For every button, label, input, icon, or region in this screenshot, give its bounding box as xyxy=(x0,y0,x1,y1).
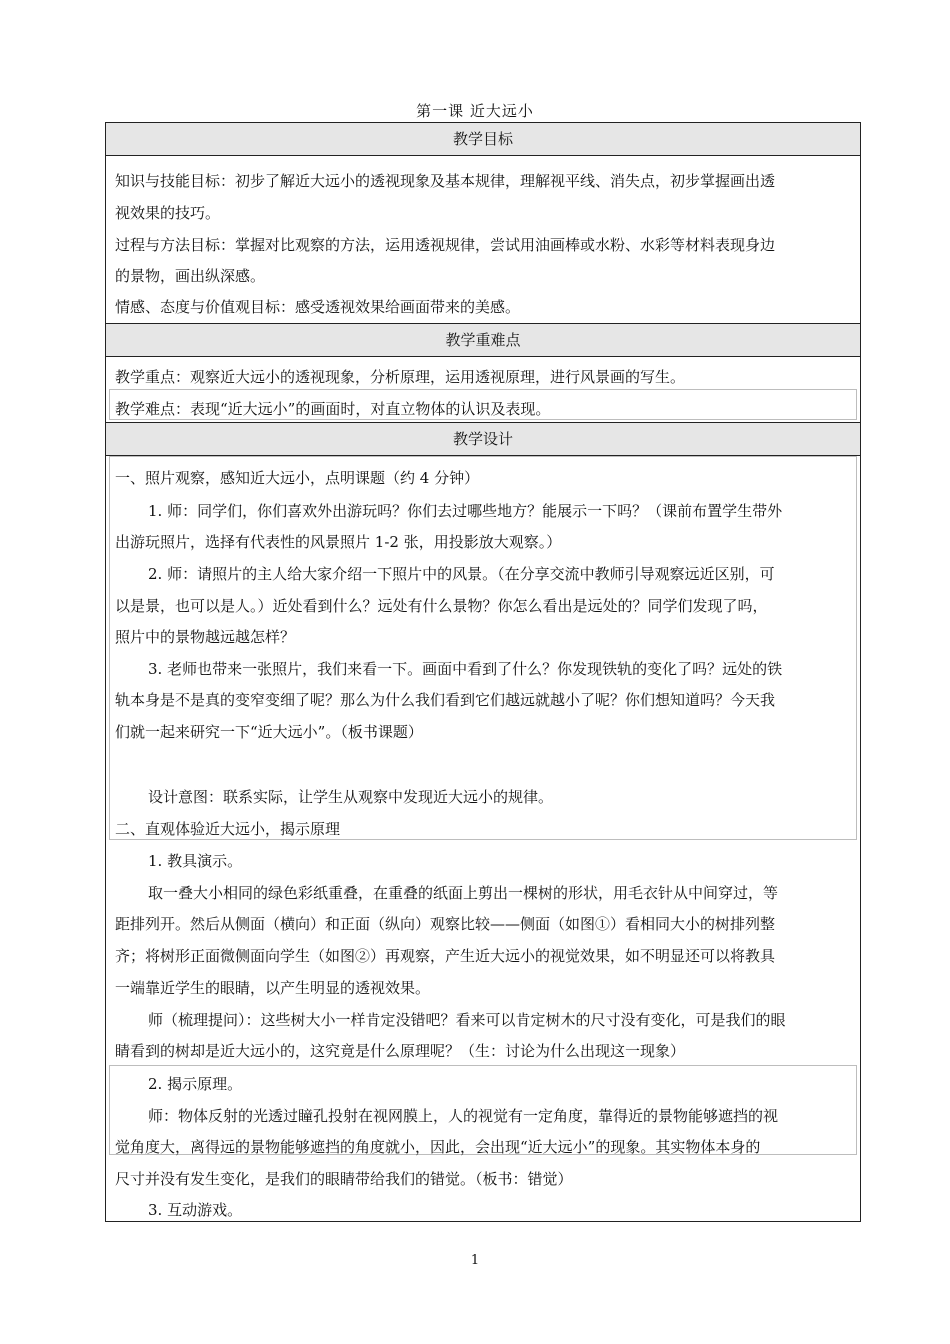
design-line: 一、照片观察，感知近大远小，点明课题（约 4 分钟） xyxy=(115,469,480,487)
goals-line: 的景物，画出纵深感。 xyxy=(115,267,266,285)
goals-line: 视效果的技巧。 xyxy=(115,204,221,222)
design-line: 3. 互动游戏。 xyxy=(148,1201,243,1219)
design-line: 以是景，也可以是人。）近处看到什么？远处有什么景物？你怎么看出是远处的？同学们发现了吗， xyxy=(115,597,768,615)
design-line: 轨本身是不是真的变窄变细了呢？那么为什么我们看到它们越远就越小了呢？你们想知道吗？今天我 xyxy=(115,691,776,709)
key-point-line: 教学难点：表现“近大远小”的画面时，对直立物体的认识及表现。 xyxy=(115,400,551,418)
design-line: 二、直观体验近大远小，揭示原理 xyxy=(115,820,341,838)
design-line: 取一叠大小相同的绿色彩纸重叠，在重叠的纸面上剪出一棵树的形状，用毛衣针从中间穿过，等 xyxy=(148,884,779,902)
design-line: 2. 师：请照片的主人给大家介绍一下照片中的风景。（在分享交流中教师引导观察远近区别，可 xyxy=(148,565,775,583)
design-intent-line: 设计意图：联系实际，让学生从观察中发现近大远小的规律。 xyxy=(148,788,554,806)
key-points-header: 教学重难点 xyxy=(106,323,860,357)
design-header: 教学设计 xyxy=(106,422,860,456)
goals-line: 情感、态度与价值观目标：感受透视效果给画面带来的美感。 xyxy=(115,298,521,316)
goals-header: 教学目标 xyxy=(106,123,860,156)
design-line: 3. 老师也带来一张照片，我们来看一下。画面中看到了什么？你发现铁轨的变化了吗？远处的铁 xyxy=(148,660,783,678)
design-line: 齐；将树形正面微侧面向学生（如图②）再观察，产生近大远小的视觉效果，如不明显还可以将教具 xyxy=(115,947,776,965)
design-line: 1. 师：同学们，你们喜欢外出游玩吗？你们去过哪些地方？能展示一下吗？（课前布置学生带外 xyxy=(148,502,783,520)
design-line: 一端靠近学生的眼睛，以产生明显的透视效果。 xyxy=(115,979,431,997)
design-line: 觉角度大，离得远的景物能够遮挡的角度就小，因此，会出现“近大远小”的现象。其实物体本身的 xyxy=(115,1138,761,1156)
goals-line: 过程与方法目标：掌握对比观察的方法，运用透视规律，尝试用油画棒或水粉、水彩等材料表现身边 xyxy=(115,236,776,254)
design-line: 2. 揭示原理。 xyxy=(148,1075,243,1093)
design-line: 出游玩照片，选择有代表性的风景照片 1-2 张，用投影放大观察。） xyxy=(115,533,562,551)
goals-line: 知识与技能目标：初步了解近大远小的透视现象及基本规律，理解视平线、消失点，初步掌握画出透 xyxy=(115,172,776,190)
design-line: 师（梳理提问）：这些树大小一样肯定没错吧？看来可以肯定树木的尺寸没有变化，可是我们的眼 xyxy=(148,1011,786,1029)
design-line: 尺寸并没有发生变化，是我们的眼睛带给我们的错觉。（板书：错觉） xyxy=(115,1170,573,1188)
design-line: 1. 教具演示。 xyxy=(148,852,243,870)
design-line: 师：物体反射的光透过瞳孔投射在视网膜上，人的视觉有一定角度，靠得近的景物能够遮挡的视 xyxy=(148,1107,779,1125)
design-line: 距排列开。然后从侧面（横向）和正面（纵向）观察比较——侧面（如图①）看相同大小的树排列整 xyxy=(115,915,776,933)
document-title: 第一课 近大远小 xyxy=(416,102,534,120)
design-line: 睛看到的树却是近大远小的，这究竟是什么原理呢？（生：讨论为什么出现这一现象） xyxy=(115,1042,686,1060)
key-point-line: 教学重点：观察近大远小的透视现象，分析原理，运用透视原理，进行风景画的写生。 xyxy=(115,368,686,386)
design-line: 们就一起来研究一下“近大远小”。（板书课题） xyxy=(115,723,423,741)
design-line: 照片中的景物越远越怎样？ xyxy=(115,628,296,646)
page-number: 1 xyxy=(470,1253,480,1268)
lesson-table xyxy=(105,122,861,1222)
